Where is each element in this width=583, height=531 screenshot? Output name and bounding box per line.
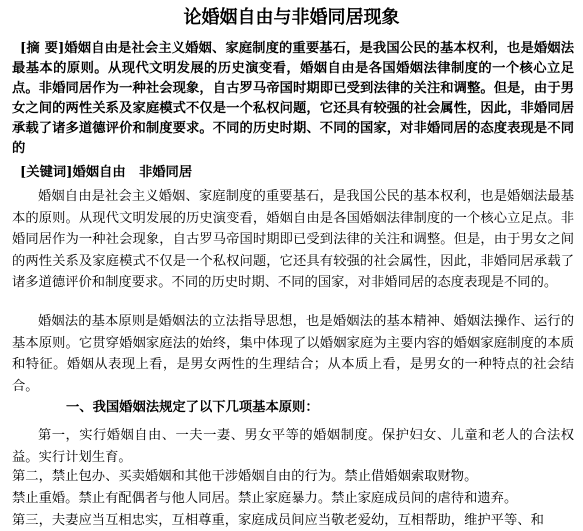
principle-item-2: 第二，禁止包办、买卖婚姻和其他干涉婚姻自由的行为。禁止借婚姻索取财物。 <box>12 469 478 484</box>
body-paragraph-2: 婚姻法的基本原则是婚姻法的立法指导思想，也是婚姻法的基本精神、婚姻法操作、运行的基本原则。它贯穿婚姻家庭法的始终，集中体现了以婚姻家庭为主要内容的婚姻家庭制度的本质和特征。婚姻从表现上看，是男女两性的生理结合；从本质上看，是男女的一种特点的社会结合。 <box>12 314 574 394</box>
document-title: 论婚姻自由与非婚同居现象 <box>183 7 400 28</box>
body-paragraph-1: 婚姻自由是社会主义婚姻、家庭制度的重要基石，是我国公民的基本权利，也是婚姻法最基本的原则。从现代文明发展的历史演变看，婚姻自由是各国婚姻法律制度的一个核心立足点。非婚同居作为一种社会现象，自古罗马帝国时期即已受到法律的关注和调整。但是，由于男女之间的两性关系及家庭模式不仅是一个私权问题，它还具有较强的社会属性，因此，非婚同居承载了诸多道德评价和制度要求。不同的历史时期、不同的国家，对非婚同居的态度表现是不同的。 <box>12 189 574 290</box>
keywords-line: [关键词]婚姻自由 非婚同居 <box>20 165 193 180</box>
principle-item-4: 第三，夫妻应当互相忠实，互相尊重，家庭成员间应当敬老爱幼，互相帮助，维护平等、和 <box>12 513 544 528</box>
section-heading: 一、我国婚姻法规定了以下几项基本原则： <box>66 400 319 415</box>
abstract-paragraph: [摘 要]婚姻自由是社会主义婚姻、家庭制度的重要基石，是我国公民的基本权利，也是婚姻法最基本的原则。从现代文明发展的历史演变看，婚姻自由是各国婚姻法律制度的一个核心立足点。非婚同居作为一种社会现象，自古罗马帝国时期即已受到法律的关注和调整。但是，由于男女之间的两性关系及家庭模式不仅是一个私权问题，它还具有较强的社会属性，因此，非婚同居承载了诸多道德评价和制度要求。不同的历史时期、不同的国家，对非婚同居的态度表现是不同的 <box>12 41 574 156</box>
principle-item-1: 第一，实行婚姻自由、一夫一妻、男女平等的婚姻制度。保护妇女、儿童和老人的合法权益。实行计划生育。 <box>12 428 574 465</box>
principle-item-3: 禁止重婚。禁止有配偶者与他人同居。禁止家庭暴力。禁止家庭成员间的虐待和遗弃。 <box>12 491 518 506</box>
